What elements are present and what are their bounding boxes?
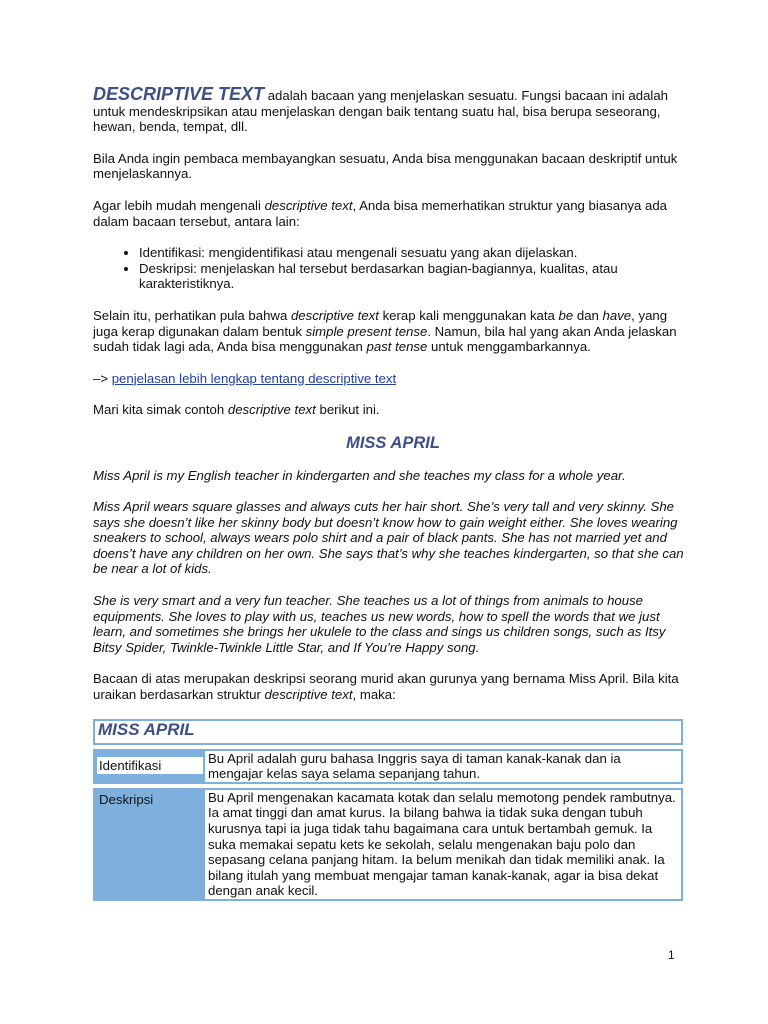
text: , maka: xyxy=(352,687,396,703)
paragraph-6 xyxy=(93,671,693,702)
text: Selain itu, perhatikan pula bahwa xyxy=(93,307,291,323)
text: dan xyxy=(573,307,603,323)
intro-text: adalah bacaan yang menjelaskan sesuatu. Fungsi bacaan ini adalah untuk mendeskripsikan atau menjelaskan dengan baik tentang suatu hal, bisa berupa seseorang, hewan, benda, tempat, dll. xyxy=(93,88,669,135)
paragraph-3 xyxy=(93,198,693,229)
document-body xyxy=(93,84,693,901)
table-row-label xyxy=(95,790,205,899)
arrow-text: –> xyxy=(93,370,112,386)
paragraph-4 xyxy=(93,308,693,355)
story-paragraph-3: She is very smart and a very fun teacher. She teaches us a lot of things from animals to house equipments. She loves to play with us, teaches us new words, how to spell the words that we just learn, and sometimes she brings her ukulele to the class and sings us children songs, such as Itsy Bitsy Spider, Twinkle-Twinkle Little Star, and If You’re Happy song. xyxy=(93,593,666,655)
text-italic: descriptive text xyxy=(290,307,379,323)
table-row xyxy=(93,788,683,901)
text: untuk menggambarkannya. xyxy=(427,339,591,355)
paragraph-5 xyxy=(93,402,693,418)
intro-paragraph xyxy=(93,84,693,135)
text-italic: descriptive text xyxy=(264,197,353,213)
text: Mari kita simak contoh xyxy=(93,402,228,418)
text: , Anda bisa memerhatikan struktur yang biasanya ada dalam bacaan tersebut, antara lain: xyxy=(93,197,668,229)
text-italic: descriptive text xyxy=(227,402,316,418)
label-text: Deskripsi xyxy=(99,791,154,807)
table-row-value: Bu April adalah guru bahasa Inggris saya di taman kanak-kanak dan ia mengajar kelas saya selama sepanjang tahun. xyxy=(208,750,621,782)
text: . Namun, bila hal yang akan Anda jelaskan sudah tidak lagi ada, Anda bisa menggunakan xyxy=(93,323,677,355)
structure-list xyxy=(93,245,693,292)
table-row xyxy=(93,749,683,784)
intro-heading: DESCRIPTIVE TEXT xyxy=(93,84,265,104)
table-title: MISS APRIL xyxy=(93,719,683,745)
paragraph-2: Bila Anda ingin pembaca membayangkan sesuatu, Anda bisa menggunakan bacaan deskriptif untuk menjelaskannya. xyxy=(93,150,678,182)
text: , yang juga kerap digunakan dalam bentuk xyxy=(93,307,668,339)
explanation-link[interactable]: penjelasan lebih lengkap tentang descriptive text xyxy=(111,370,397,386)
text: Bacaan di atas merupakan deskripsi seorang murid akan gurunya yang bernama Miss April. Bila kita uraikan berdasarkan struktur xyxy=(93,671,679,703)
story-paragraph-2: Miss April wears square glasses and always cuts her hair short. She’s very tall and very skinny. She says she doesn’t like her skinny body but doesn’t know how to gain weight either. She loves wearing sneakers to school, always wears polo shirt and a pair of black pants. She has not married yet and doens’t have any children on her own. She says that’s why she teaches kindergarten, so that she can be near a lot of kids. xyxy=(93,499,684,577)
text-italic: be xyxy=(558,307,574,323)
story-title: MISS APRIL xyxy=(346,433,440,452)
link-paragraph xyxy=(93,371,693,387)
text: Agar lebih mudah mengenali xyxy=(93,197,265,213)
label-text: Identifikasi xyxy=(97,757,203,775)
text-italic: past tense xyxy=(366,339,428,355)
list-item: • Deskripsi: menjelaskan hal tersebut berdasarkan bagian-bagiannya, kualitas, atau karakteristiknya. xyxy=(139,261,693,292)
text-italic: simple present tense xyxy=(305,323,428,339)
text-italic: have xyxy=(602,307,632,323)
story-paragraph-1: Miss April is my English teacher in kindergarten and she teaches my class for a whole year. xyxy=(93,467,626,483)
text: berikut ini. xyxy=(315,402,380,418)
text-italic: descriptive text xyxy=(264,687,353,703)
text: kerap kali menggunakan kata xyxy=(378,307,559,323)
page-number: 1 xyxy=(668,948,675,962)
structure-table xyxy=(93,719,683,901)
table-row-value: Bu April mengenakan kacamata kotak dan selalu memotong pendek rambutnya. Ia amat tinggi dan amat kurus. Ia bilang bahwa ia tidak suka dengan tubuh kurusnya tapi ia juga tidak tahu bagaimana cara untuk bertambah gemuk. Ia suka memakai sepatu kets ke sekolah, selalu mengenakan baju polo dan sepasang celana panjang hitam. Ia belum menikah dan tidak memiliki anak. Ia bilang itulah yang membuat mengajar taman kanak-kanak, agar ia bisa dekat dengan anak kecil. xyxy=(208,789,676,899)
table-row-label xyxy=(95,751,205,782)
list-item: • Identifikasi: mengidentifikasi atau mengenali sesuatu yang akan dijelaskan. xyxy=(139,245,693,261)
